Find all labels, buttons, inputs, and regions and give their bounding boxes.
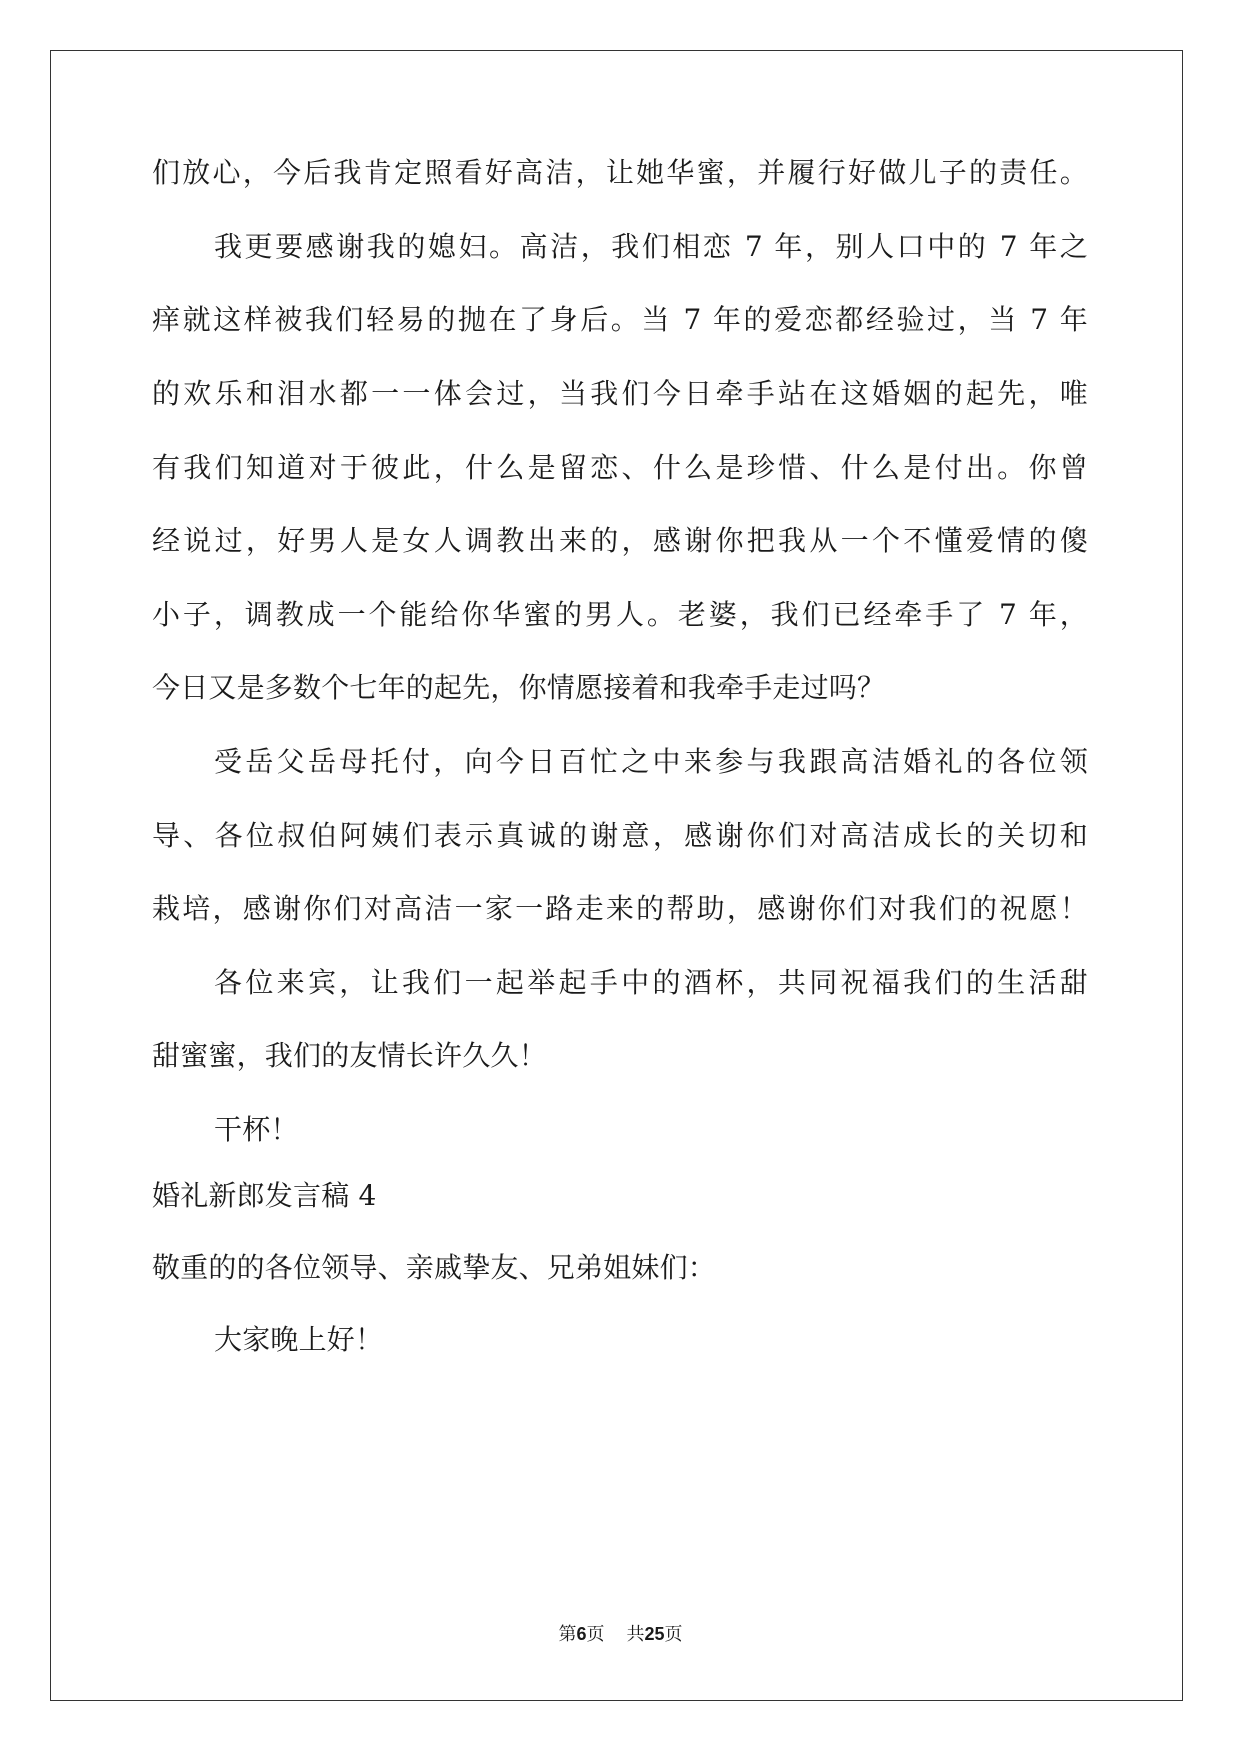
body-line-2: 我更要感谢我的媳妇。高洁，我们相恋 7 年，别人口中的 7 年之 xyxy=(214,230,1088,263)
body-line-6: 经说过，好男人是女人调教出来的，感谢你把我从一个不懂爱情的傻 xyxy=(152,524,1088,557)
page-number: 6 xyxy=(576,1624,587,1644)
section-heading: 婚礼新郎发言稿 4 xyxy=(152,1179,377,1212)
body-line-4: 的欢乐和泪水都一一体会过，当我们今日牵手站在这婚姻的起先，唯 xyxy=(152,377,1088,410)
toast-line: 干杯！ xyxy=(214,1113,299,1146)
body-line-5: 有我们知道对于彼此，什么是留恋、什么是珍惜、什么是付出。你曾 xyxy=(152,451,1088,484)
body-line-11: 栽培，感谢你们对高洁一家一路走来的帮助，感谢你们对我们的祝愿！ xyxy=(152,892,1088,925)
page-suffix: 页 xyxy=(586,1624,605,1645)
body-line-3: 痒就这样被我们轻易的抛在了身后。当 7 年的爱恋都经验过，当 7 年 xyxy=(152,303,1088,336)
total-pages: 25 xyxy=(644,1624,665,1644)
body-line-8: 今日又是多数个七年的起先，你情愿接着和我牵手走过吗？ xyxy=(152,671,886,704)
body-line-7: 小子，调教成一个能给你华蜜的男人。老婆，我们已经牵手了 7 年， xyxy=(152,598,1088,631)
body-line-12: 各位来宾，让我们一起举起手中的酒杯，共同祝福我们的生活甜 xyxy=(214,966,1088,999)
body-line-9: 受岳父岳母托付，向今日百忙之中来参与我跟高洁婚礼的各位领 xyxy=(214,745,1088,778)
body-line-10: 导、各位叔伯阿姨们表示真诚的谢意，感谢你们对高洁成长的关切和 xyxy=(152,819,1088,852)
total-suffix: 页 xyxy=(664,1624,683,1645)
total-prefix: 共 xyxy=(626,1624,645,1645)
body-line-1: 们放心，今后我肯定照看好高洁，让她华蜜，并履行好做儿子的责任。 xyxy=(152,156,1088,189)
body-line-13: 甜蜜蜜，我们的友情长许久久！ xyxy=(152,1039,547,1072)
page-prefix: 第 xyxy=(558,1624,577,1645)
greeting-line: 大家晚上好！ xyxy=(214,1323,384,1356)
page-border xyxy=(50,50,1183,1701)
salutation-line: 敬重的的各位领导、亲戚挚友、兄弟姐妹们： xyxy=(152,1251,717,1284)
page-footer xyxy=(0,1622,1241,1647)
